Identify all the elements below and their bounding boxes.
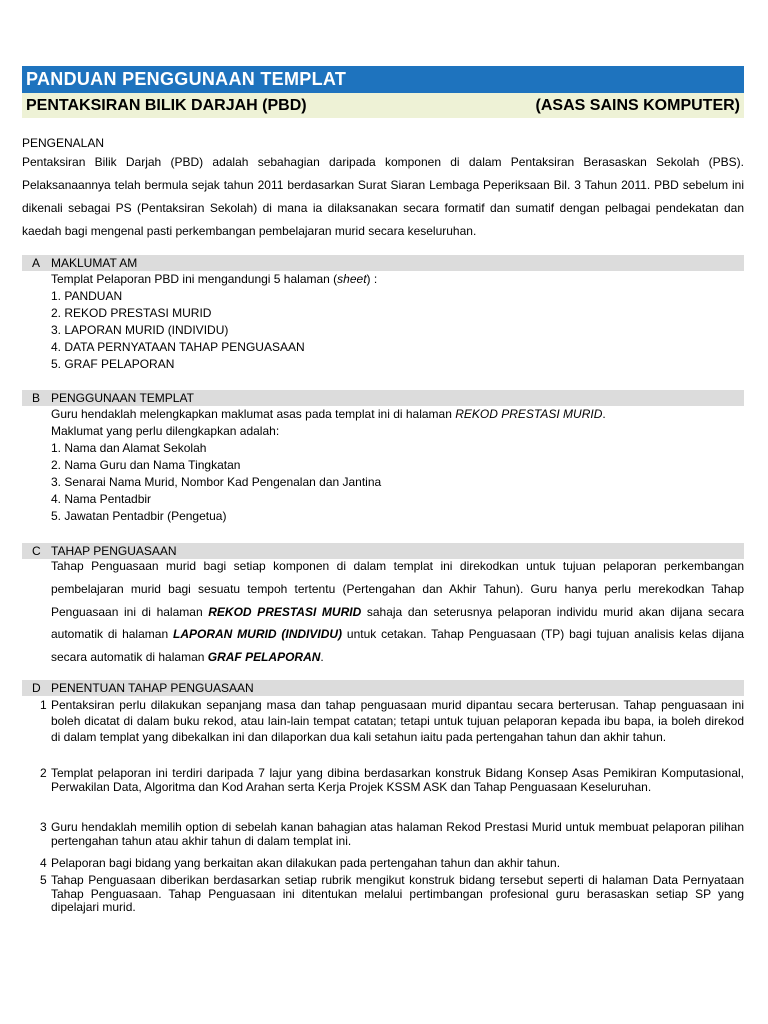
- section-letter: D: [32, 681, 41, 695]
- section-a-header: [22, 255, 744, 271]
- section-title: PENGGUNAAN TEMPLAT: [51, 391, 194, 405]
- item-number: 4: [40, 856, 47, 870]
- section-c-paragraph: Tahap Penguasaan murid bagi setiap komponen di dalam templat ini direkodkan untuk tujuan pelaporan perkembangan pembelajaran murid bagi sesuatu tempoh tertentu (Pertengahan dan Akhir Tahun). Guru hanya perlu merekodkan Tahap Penguasaan ini di halaman REKOD PRESTASI MURID sahaja dan seterusnya pelaporan individu murid akan dijana secara automatik di halaman LAPORAN MURID (INDIVIDU) untuk cetakan. Tahap Penguasaan (TP) bagi tujuan analisis kelas dijana secara automatik di halaman GRAF PELAPORAN.: [51, 559, 745, 665]
- intro-heading: PENGENALAN: [22, 136, 105, 150]
- section-a-body: [51, 271, 744, 373]
- item-number: 5: [40, 873, 47, 887]
- list-item: 4. DATA PERNYATAAN TAHAP PENGUASAAN: [51, 340, 305, 354]
- section-letter: A: [32, 256, 41, 270]
- section-a-intro: Templat Pelaporan PBD ini mengandungi 5 halaman (sheet) :: [51, 272, 378, 286]
- list-item: 2. Nama Guru dan Nama Tingkatan: [51, 458, 241, 472]
- section-letter: B: [32, 391, 41, 405]
- item-number: 1: [40, 698, 47, 712]
- section-title: MAKLUMAT AM: [51, 256, 138, 270]
- list-item: 5. GRAF PELAPORAN: [51, 357, 175, 371]
- item-text: Pelaporan bagi bidang yang berkaitan akan dilakukan pada pertengahan tahun dan akhir tahun.: [51, 856, 561, 870]
- subtitle-bar: [22, 93, 744, 118]
- section-title: PENENTUAN TAHAP PENGUASAAN: [51, 681, 254, 695]
- page-title: PANDUAN PENGGUNAAN TEMPLAT: [22, 66, 744, 93]
- item-text: Tahap Penguasaan diberikan berdasarkan setiap rubrik mengikut konstruk bidang tersebut seperti di halaman Data Pernyataan Tahap Penguasaan. Tahap Penguasaan ini ditentukan melalui pertimbangan profesional guru berasaskan setiap SP yang dipelajari murid.: [51, 873, 744, 914]
- item-text: Pentaksiran perlu dilakukan sepanjang masa dan tahap penguasaan murid dipantau secara berterusan. Tahap penguasaan ini boleh dicatat di dalam buku rekod, atau lain-lain tempat catatan; tetapi untuk tujuan pelaporan kepada ibu bapa, ia boleh direkod di dalam templat yang dibekalkan ini dan dilaporkan dua kali setahun iaitu pada pertengahan tahun dan akhir tahun.: [51, 698, 744, 744]
- section-b-line2: Maklumat yang perlu dilengkapkan adalah:: [51, 424, 280, 438]
- list-item: 5. Jawatan Pentadbir (Pengetua): [51, 509, 227, 523]
- section-b-line1: Guru hendaklah melengkapkan maklumat asas pada templat ini di halaman REKOD PRESTASI MURID.: [51, 407, 606, 421]
- list-item: 1. Nama dan Alamat Sekolah: [51, 441, 207, 455]
- intro-body: Pentaksiran Bilik Darjah (PBD) adalah sebahagian daripada komponen di dalam Pentaksiran Berasaskan Sekolah (PBS). Pelaksanaannya telah bermula sejak tahun 2011 berdasarkan Surat Siaran Lembaga Peperiksaan Bil. 3 Tahun 2011. PBD sebelum ini dikenali sebagai PS (Pentaksiran Sekolah) di mana ia dilaksanakan secara formatif dan sumatif dengan pelbagai pendekatan dan kaedah bagi mengenal pasti perkembangan pembelajaran murid secara keseluruhan.: [22, 155, 744, 238]
- list-item: 4. Nama Pentadbir: [51, 492, 152, 506]
- section-d-header: [22, 680, 744, 696]
- item-text: Guru hendaklah memilih option di sebelah kanan bahagian atas halaman Rekod Prestasi Murid untuk membuat pelaporan pilihan pertengahan tahun atau akhir tahun di dalam templat ini.: [51, 820, 744, 848]
- section-letter: C: [32, 544, 41, 558]
- item-number: 2: [40, 766, 47, 780]
- list-item: 3. Senarai Nama Murid, Nombor Kad Pengenalan dan Jantina: [51, 475, 382, 489]
- list-item: 3. LAPORAN MURID (INDIVIDU): [51, 323, 229, 337]
- item-number: 3: [40, 820, 47, 834]
- section-title: TAHAP PENGUASAAN: [51, 544, 177, 558]
- section-b-header: [22, 390, 744, 406]
- section-b-body: [51, 406, 744, 525]
- item-text: Templat pelaporan ini terdiri daripada 7 lajur yang dibina berdasarkan konstruk Bidang Konsep Asas Pemikiran Komputasional, Perwakilan Data, Algoritma dan Kod Arahan serta Kerja Projek KSSM ASK dan Tahap Penguasaan Keseluruhan.: [51, 766, 744, 794]
- subtitle-left: PENTAKSIRAN BILIK DARJAH (PBD): [26, 97, 307, 114]
- list-item: 1. PANDUAN: [51, 289, 123, 303]
- list-item: 2. REKOD PRESTASI MURID: [51, 306, 212, 320]
- subtitle-right: (ASAS SAINS KOMPUTER): [535, 97, 740, 114]
